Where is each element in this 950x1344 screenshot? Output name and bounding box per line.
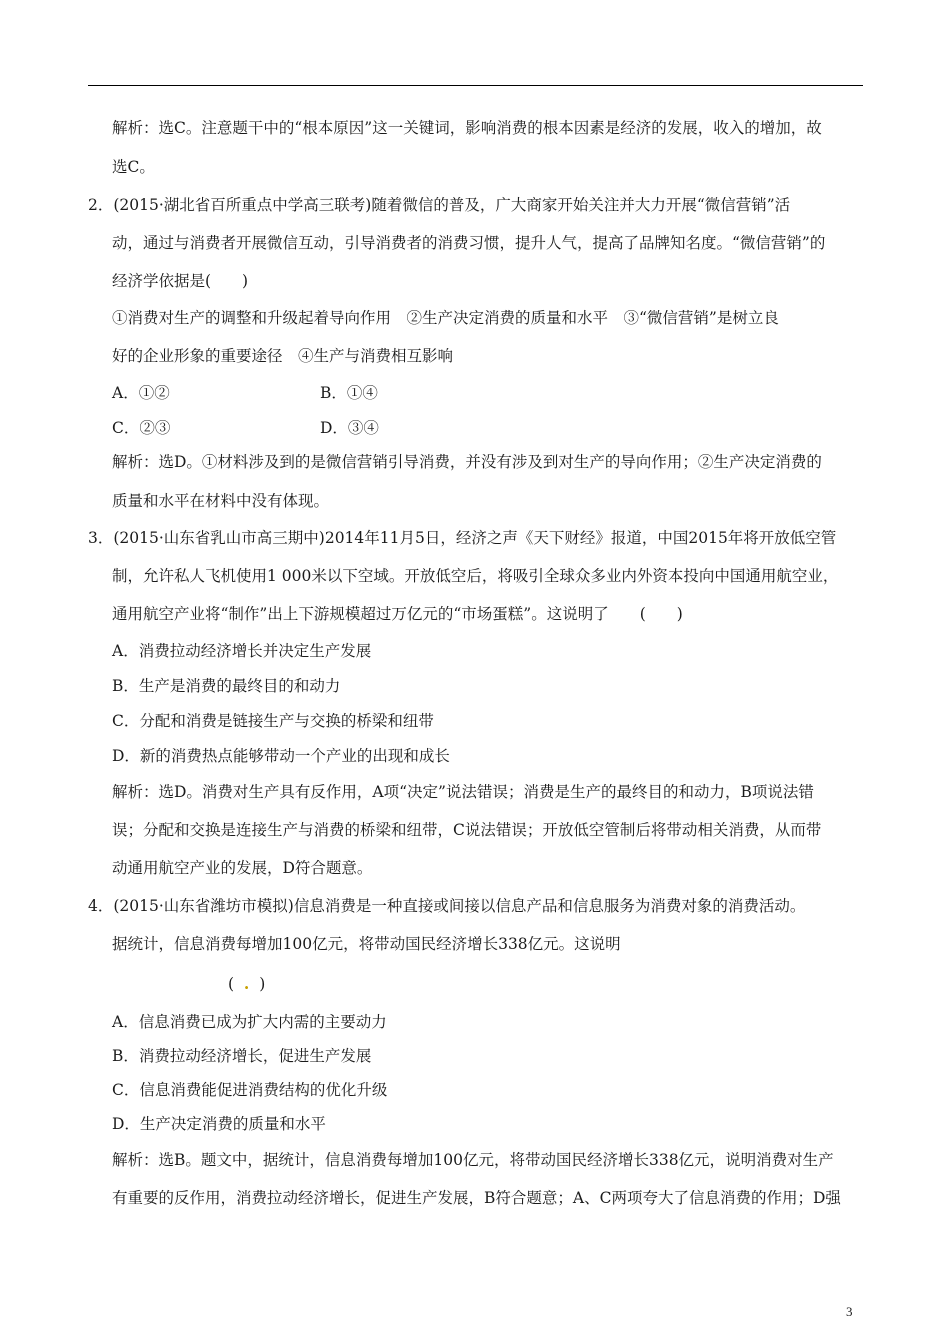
q2-option-b: B．①④ (320, 384, 378, 402)
q3-analysis-line-3: 动通用航空产业的发展，D符合题意。 (112, 859, 373, 877)
q3-stem-line-3: 通用航空产业将“制作”出上下游规模超过万亿元的“市场蛋糕”。这说明了 ( ) (112, 605, 683, 623)
q2-option-d: D．③④ (320, 419, 379, 437)
q3-analysis-line-1: 解析：选D。消费对生产具有反作用，A项“决定”说法错误；消费是生产的最终目的和动力，B项说法错 (112, 783, 814, 801)
q3-stem-line-1: 3．(2015·山东省乳山市高三期中)2014年11月5日，经济之声《天下财经》报道，中国2015年将开放低空管 (88, 529, 837, 547)
q3-option-d: D．新的消费热点能够带动一个产业的出现和成长 (112, 747, 450, 765)
q2-stem-line-3: 经济学依据是( ) (112, 272, 249, 290)
q3-stem-line-2: 制，允许私人飞机使用1 000米以下空域。开放低空后，将吸引全球众多业内外资本投向中国通用航空业， (112, 567, 839, 585)
q4-option-c: C．信息消费能促进消费结构的优化升级 (112, 1081, 388, 1099)
q3-option-b: B．生产是消费的最终目的和动力 (112, 677, 341, 695)
q4-stem-line-1: 4．(2015·山东省潍坊市模拟)信息消费是一种直接或间接以信息产品和信息服务为消费对象的消费活动。 (88, 897, 806, 915)
q2-option-a: A．①② (112, 384, 170, 402)
q3-option-c: C．分配和消费是链接生产与交换的桥梁和纽带 (112, 712, 434, 730)
q3-analysis-line-2: 误；分配和交换是连接生产与消费的桥梁和纽带，C说法错误；开放低空管制后将带动相关消费，从而带 (112, 821, 822, 839)
q4-analysis-line-1: 解析：选B。题文中，据统计，信息消费每增加100亿元，将带动国民经济增长338亿元，说明消费对生产 (112, 1151, 834, 1169)
q2-analysis-line-2: 质量和水平在材料中没有体现。 (112, 492, 330, 510)
q4-option-d: D．生产决定消费的质量和水平 (112, 1115, 326, 1133)
q4-paren-open: ( (228, 975, 235, 993)
q2-analysis-line-1: 解析：选D。①材料涉及到的是微信营销引导消费，并没有涉及到对生产的导向作用；②生产决定消费的 (112, 453, 822, 471)
q4-paren-dot: . (243, 974, 250, 993)
q4-option-a: A．信息消费已成为扩大内需的主要动力 (112, 1013, 387, 1031)
q2-stem-line-1: 2．(2015·湖北省百所重点中学高三联考)随着微信的普及，广大商家开始关注并大力开展“微信营销”活 (88, 196, 791, 214)
q2-statements-line-1: ①消费对生产的调整和升级起着导向作用 ②生产决定消费的质量和水平 ③“微信营销”是树立良 (112, 309, 779, 327)
header-rule (88, 85, 863, 86)
q4-stem-line-2: 据统计，信息消费每增加100亿元，将带动国民经济增长338亿元。这说明 (112, 935, 621, 953)
q2-stem-line-2: 动，通过与消费者开展微信互动，引导消费者的消费习惯，提升人气，提高了品牌知名度。“微信营销”的 (112, 234, 826, 252)
q2-statements-line-2: 好的企业形象的重要途径 ④生产与消费相互影响 (112, 347, 454, 365)
q4-option-b: B．消费拉动经济增长，促进生产发展 (112, 1047, 372, 1065)
q1-analysis-line-1: 解析：选C。注意题干中的“根本原因”这一关键词，影响消费的根本因素是经济的发展，收入的增加，故 (112, 119, 822, 137)
q4-answer-paren (228, 974, 265, 994)
page-number: 3 (846, 1304, 853, 1319)
q3-option-a: A．消费拉动经济增长并决定生产发展 (112, 642, 372, 660)
q4-analysis-line-2: 有重要的反作用，消费拉动经济增长，促进生产发展，B符合题意；A、C两项夸大了信息消费的作用；D强 (112, 1189, 841, 1207)
q2-option-c: C．②③ (112, 419, 171, 437)
q4-paren-close: ) (259, 975, 266, 993)
q1-analysis-line-2: 选C。 (112, 158, 155, 176)
